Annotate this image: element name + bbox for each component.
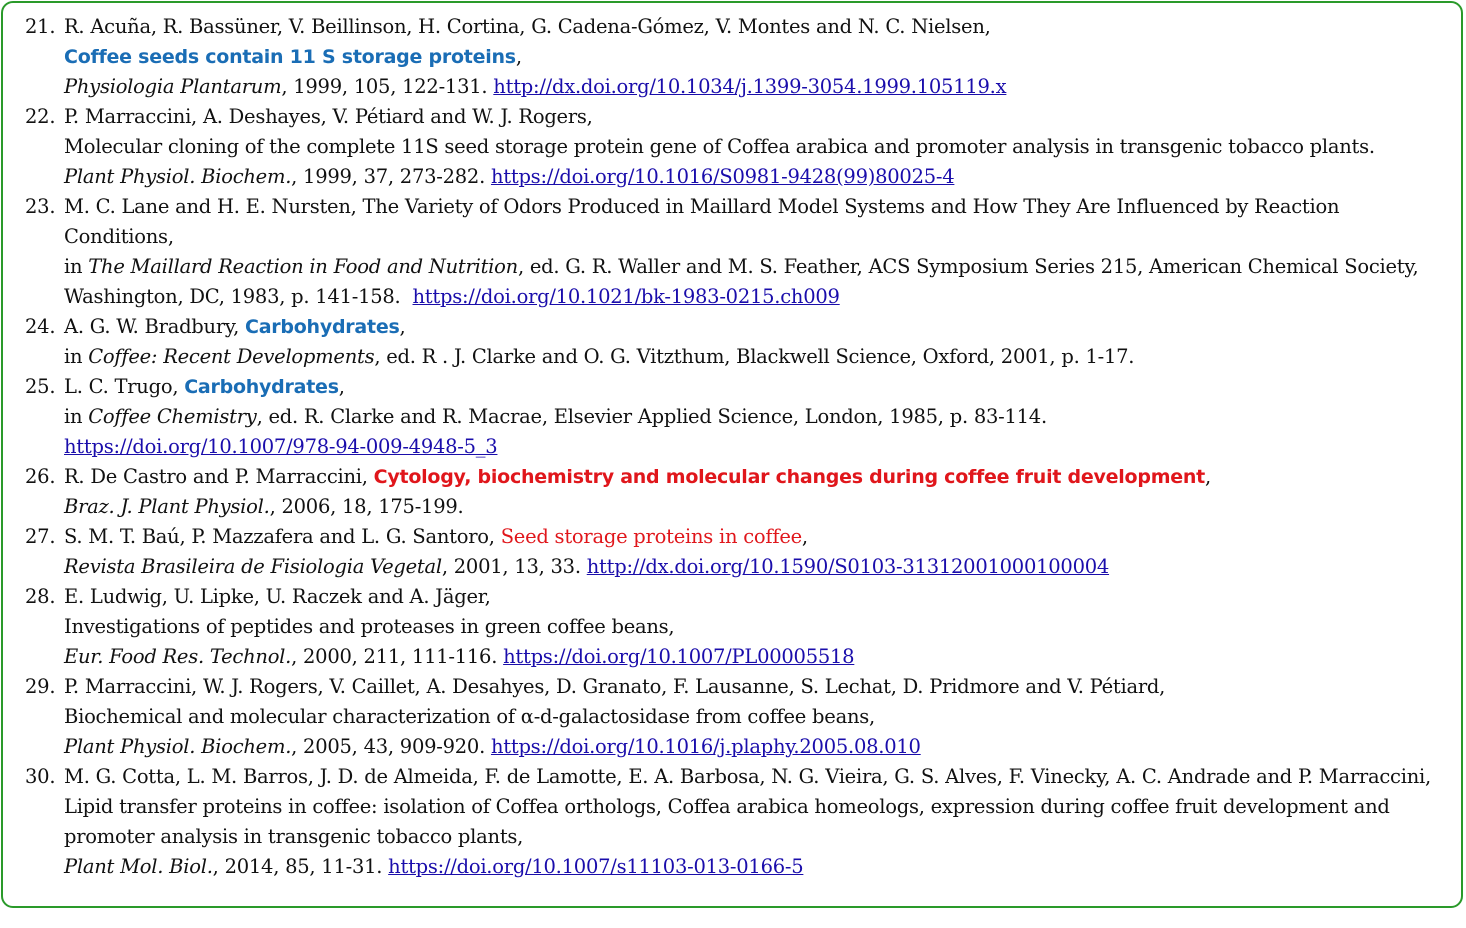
reference-authors: A. G. W. Bradbury, [64,315,240,338]
reference-details: , ed. R . J. Clarke and O. G. Vitzthum, Blackwell Science, Oxford, 2001, p. 1-17. [374,345,1135,368]
reference-authors: E. Ludwig, U. Lipke, U. Raczek and A. Jäger, [64,585,491,608]
reference-book: Coffee Chemistry [88,405,257,428]
reference-journal: Plant Physiol. Biochem. [64,735,292,758]
reference-27 [25,522,1450,582]
reference-title[interactable]: Cytology, biochemistry and molecular changes during coffee fruit development [373,466,1206,488]
reference-journal: Plant Mol. Biol. [64,855,213,878]
reference-link[interactable]: http://dx.doi.org/10.1034/j.1399-3054.1999.105119.x [493,75,1007,98]
reference-link[interactable]: https://doi.org/10.1007/s11103-013-0166-5 [388,855,804,878]
reference-book: The Maillard Reaction in Food and Nutrition [88,255,518,278]
reference-authors: S. M. T. Baú, P. Mazzafera and L. G. Santoro, [64,525,495,548]
reference-journal: Eur. Food Res. Technol. [64,645,292,668]
reference-details: , 2000, 211, 111-116. [291,645,498,668]
reference-journal: Revista Brasileira de Fisiologia Vegetal [64,555,442,578]
reference-authors: R. Acuña, R. Bassüner, V. Beillinson, H. Cortina, G. Cadena-Gómez, V. Montes and N. C. Nielsen, [64,15,991,38]
reference-prefix: in [64,255,83,278]
reference-details: , 1999, 37, 273-282. [291,165,486,188]
reference-21 [25,12,1450,102]
reference-link[interactable]: https://doi.org/10.1016/S0981-9428(99)80025-4 [490,165,955,188]
reference-link[interactable]: https://doi.org/10.1016/j.plaphy.2005.08.010 [490,735,921,758]
reference-title[interactable]: Carbohydrates [245,316,400,338]
reference-title[interactable]: Coffee seeds contain 11 S storage proteins [64,46,516,68]
reference-details: , 2006, 18, 175-199. [269,495,464,518]
reference-list [25,12,1450,882]
reference-number: 24. [25,315,56,338]
reference-number: 29. [25,675,56,698]
reference-authors: M. C. Lane and H. E. Nursten, The Variety of Odors Produced in Maillard Model Systems and How They Are Influenced by Reaction Conditions, [64,195,1340,248]
reference-number: 30. [25,765,56,788]
comma: , [338,375,345,398]
reference-details: , 2001, 13, 33. [441,555,581,578]
reference-details: , 1999, 105, 122-131. [281,75,488,98]
reference-title: Lipid transfer proteins in coffee: isolation of Coffea orthologs, Coffea arabica homeologs, expression during coffee fruit development and promoter analysis in transgenic tobacco plants, [64,795,1390,848]
reference-authors: R. De Castro and P. Marraccini, [64,465,368,488]
reference-30 [25,762,1450,882]
reference-title: Molecular cloning of the complete 11S seed storage protein gene of Coffea arabica and promoter analysis in transgenic tobacco plants. [64,135,1375,158]
reference-details: , ed. R. Clarke and R. Macrae, Elsevier Applied Science, London, 1985, p. 83-114. [256,405,1047,428]
reference-link[interactable]: https://doi.org/10.1007/978-94-009-4948-5_3 [64,435,498,458]
comma: , [515,45,522,68]
reference-number: 23. [25,195,56,218]
reference-journal: Plant Physiol. Biochem. [64,165,292,188]
reference-authors: M. G. Cotta, L. M. Barros, J. D. de Almeida, F. de Lamotte, E. A. Barbosa, N. G. Vieira, G. S. Alves, F. Vinecky, A. C. Andrade and P. Marraccini, [64,765,1431,788]
reference-24 [25,312,1450,372]
reference-29 [25,672,1450,762]
reference-number: 22. [25,105,56,128]
reference-title[interactable]: Carbohydrates [184,376,339,398]
reference-authors: P. Marraccini, W. J. Rogers, V. Caillet, A. Desahyes, D. Granato, F. Lausanne, S. Lechat, D. Pridmore and V. Pétiard, [64,675,1166,698]
reference-22 [25,102,1450,192]
comma: , [399,315,406,338]
reference-link[interactable]: https://doi.org/10.1007/PL00005518 [503,645,855,668]
reference-prefix: in [64,405,83,428]
reference-number: 21. [25,15,56,38]
reference-number: 25. [25,375,56,398]
reference-title[interactable]: Seed storage proteins in coffee [500,525,802,548]
reference-23 [25,192,1450,312]
reference-26 [25,462,1450,522]
reference-number: 27. [25,525,56,548]
reference-details: , ed. G. R. Waller and M. S. Feather, ACS Symposium Series 215, American Chemical Society, Washington, DC, 1983, p. 141-158. [64,255,1419,308]
reference-title: Biochemical and molecular characterization of α-d-galactosidase from coffee beans, [64,705,875,728]
reference-number: 26. [25,465,56,488]
reference-details: , 2005, 43, 909-920. [291,735,486,758]
reference-28 [25,582,1450,672]
comma: , [1205,465,1211,488]
reference-details: , 2014, 85, 11-31. [212,855,383,878]
reference-authors: L. C. Trugo, [64,375,179,398]
reference-title: Investigations of peptides and proteases in green coffee beans, [64,615,675,638]
reference-25 [25,372,1450,462]
reference-journal: Braz. J. Plant Physiol. [64,495,270,518]
reference-link[interactable]: https://doi.org/10.1021/bk-1983-0215.ch009 [412,285,840,308]
comma: , [801,525,808,548]
reference-prefix: in [64,345,83,368]
reference-link[interactable]: http://dx.doi.org/10.1590/S0103-31312001000100004 [586,555,1110,578]
reference-number: 28. [25,585,56,608]
reference-authors: P. Marraccini, A. Deshayes, V. Pétiard and W. J. Rogers, [64,105,593,128]
reference-book: Coffee: Recent Developments [88,345,375,368]
reference-journal: Physiologia Plantarum [64,75,282,98]
